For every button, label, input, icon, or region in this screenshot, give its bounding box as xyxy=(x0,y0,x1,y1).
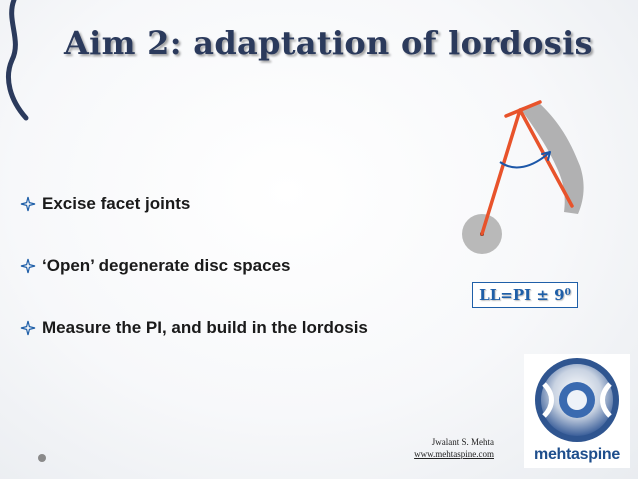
spine-shadow-shape xyxy=(520,102,584,214)
formula-text: LL=PI ± 9 xyxy=(479,286,565,304)
four-point-star-icon xyxy=(20,196,36,212)
author-url[interactable]: www.mehtaspine.com xyxy=(414,449,494,459)
slide-title: Aim 2: adaptation of lordosis xyxy=(64,24,593,62)
bullet-text: Measure the PI, and build in the lordosis xyxy=(42,318,368,337)
bullet-item xyxy=(20,318,368,338)
bullet-text: Excise facet joints xyxy=(42,194,191,213)
mehtaspine-logo xyxy=(524,354,630,468)
bullet-item xyxy=(20,194,190,214)
slide-dot xyxy=(38,454,46,462)
decorative-corner-curve xyxy=(0,0,40,130)
four-point-star-icon xyxy=(20,320,36,336)
bullet-text: ‘Open’ degenerate disc spaces xyxy=(42,256,291,275)
logo-emblem-icon xyxy=(524,354,630,446)
lordosis-diagram xyxy=(452,96,602,266)
pelvic-line xyxy=(482,110,520,234)
four-point-star-icon xyxy=(20,258,36,274)
bullet-item xyxy=(20,256,291,276)
author-name: Jwalant S. Mehta xyxy=(431,437,494,447)
formula-box xyxy=(472,282,578,308)
formula-superscript: 0 xyxy=(564,288,571,298)
logo-wordmark: mehtaspine xyxy=(534,446,620,463)
credit-block xyxy=(398,436,494,460)
